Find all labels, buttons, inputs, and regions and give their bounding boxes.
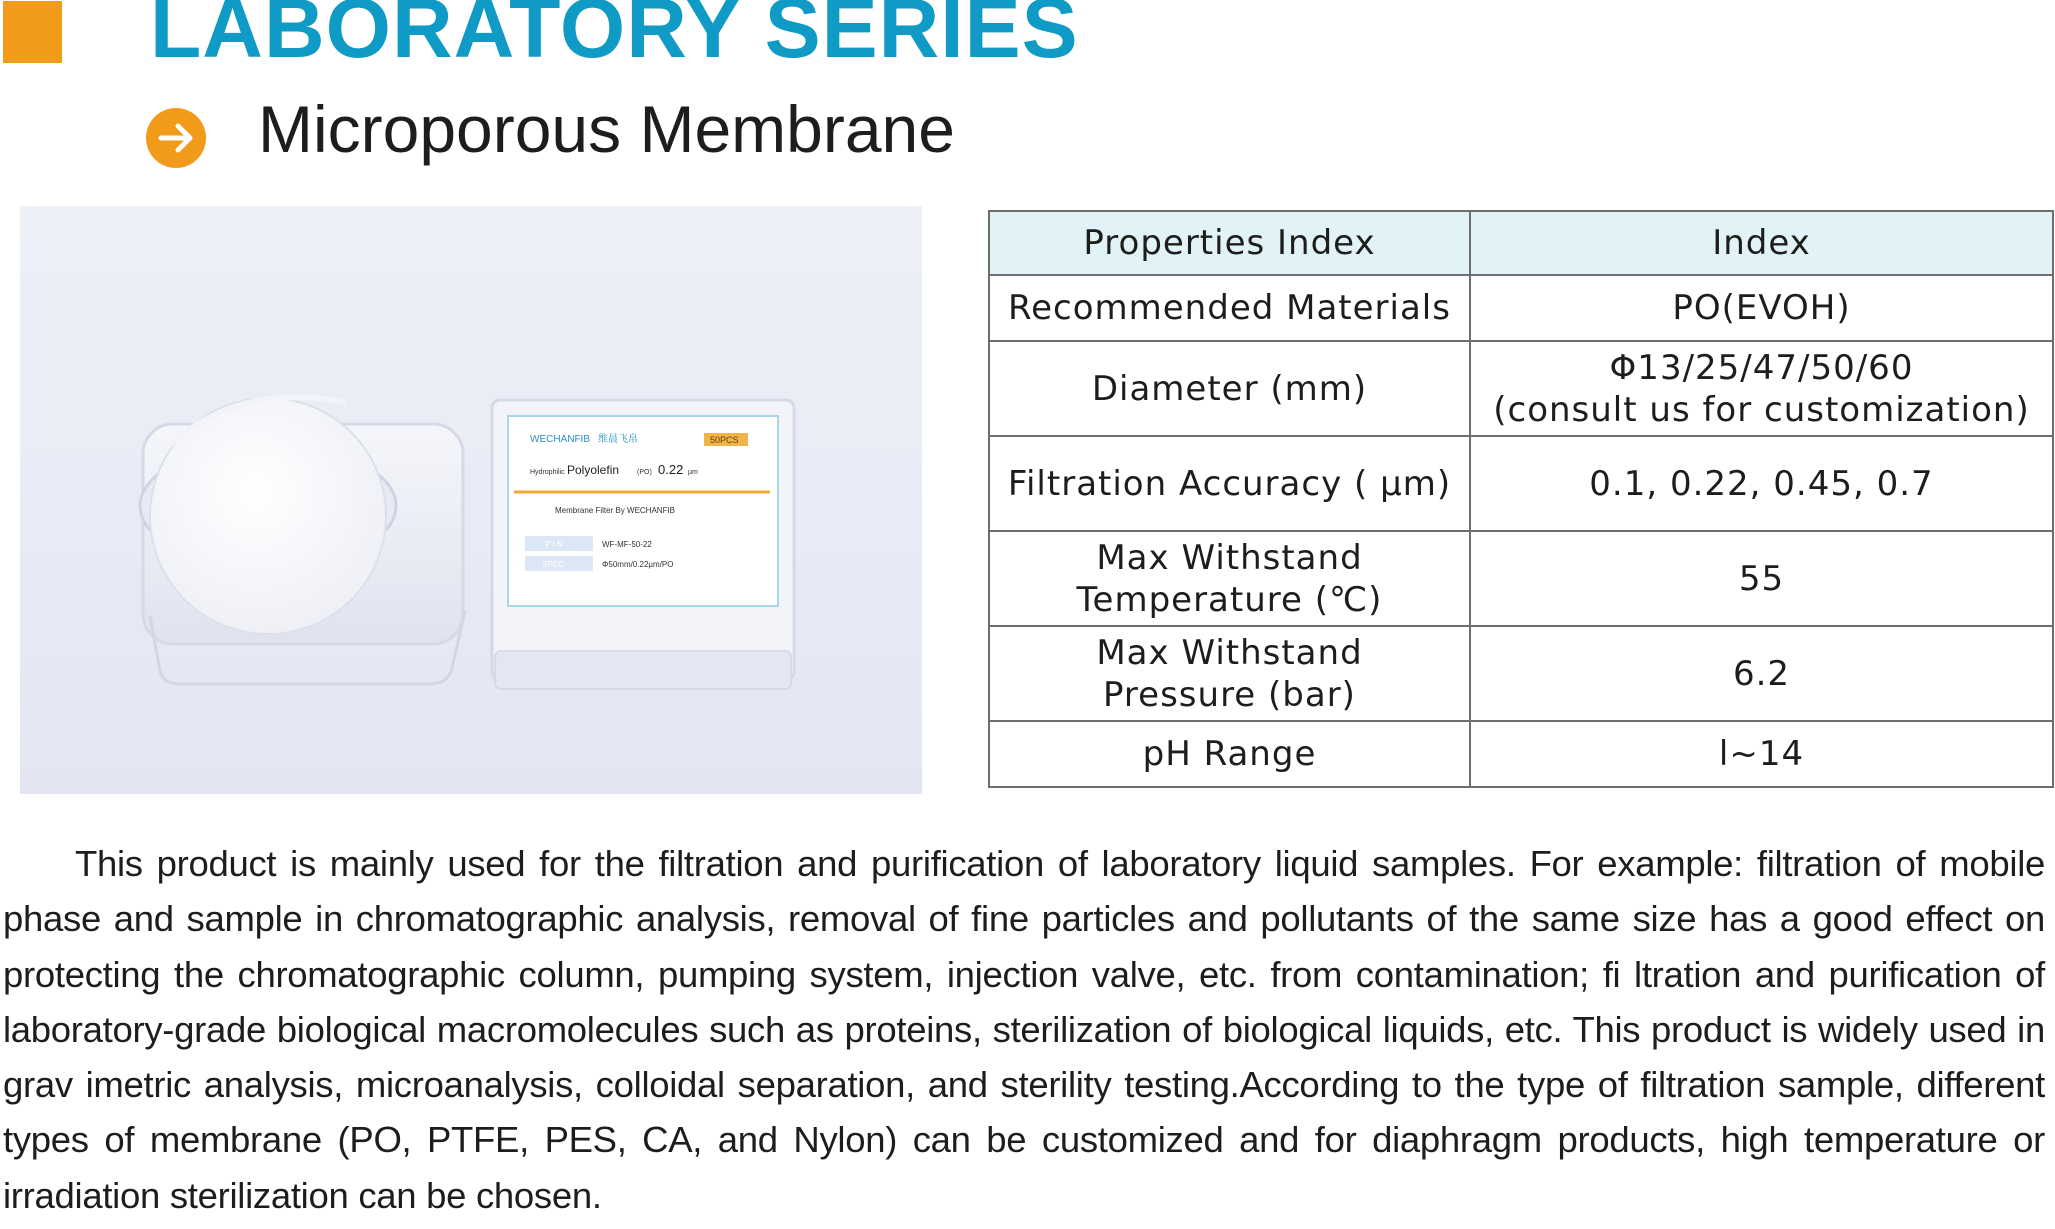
box-pn-label: P / N	[545, 540, 563, 549]
product-title: Microporous Membrane	[258, 92, 955, 166]
box-chinese-brand: 维晨飞帛	[598, 434, 638, 445]
box-pore-size: 0.22	[658, 462, 684, 477]
product-photo	[20, 206, 922, 794]
box-spec-value: Φ50mm/0.22μm/PO	[602, 560, 674, 569]
box-product-prefix: Hydrophilic	[530, 469, 565, 476]
value-cell	[1470, 436, 2053, 531]
value-cell	[1470, 531, 2053, 626]
property-cell	[989, 721, 1470, 787]
box-pack-count: 50PCS	[710, 435, 739, 445]
property-text: Filtration Accuracy ( μm)	[1007, 463, 1452, 504]
property-text: Max Withstand	[1096, 632, 1363, 673]
value-text: l~14	[1718, 734, 1805, 774]
box-brand: WECHANFIB	[530, 434, 590, 445]
box-pore-unit: μm	[688, 469, 698, 476]
value-text-note: (consult us for customization)	[1493, 389, 2030, 430]
value-text: 6.2	[1732, 653, 1791, 694]
properties-table	[988, 210, 2054, 788]
value-cell	[1470, 275, 2053, 341]
table-row	[989, 531, 2053, 626]
table-row	[989, 341, 2053, 436]
value-cell	[1470, 341, 2053, 436]
value-text: 0.1, 0.22, 0.45, 0.7	[1589, 463, 1934, 504]
value-text: PO(EVOH)	[1672, 288, 1851, 328]
membrane-product-illustration	[20, 206, 922, 794]
arrow-right-circle-icon	[145, 107, 207, 169]
table-row	[989, 721, 2053, 787]
property-text: Recommended Materials	[1008, 288, 1451, 328]
property-cell	[989, 341, 1470, 436]
value-text: 55	[1738, 558, 1785, 599]
property-cell	[989, 626, 1470, 721]
property-cell	[989, 275, 1470, 341]
value-cell	[1470, 626, 2053, 721]
value-text: Φ13/25/47/50/60	[1609, 347, 1914, 388]
property-text: Diameter (mm)	[1091, 368, 1368, 409]
table-row	[989, 626, 2053, 721]
orange-accent-square	[3, 1, 62, 63]
header-properties-index: Properties Index	[989, 211, 1470, 275]
box-spec-label: SPEC	[542, 560, 564, 569]
product-description: This product is mainly used for the filtration and purification of laboratory liquid samples. For example: filtration of mobile phase and sample in chromatographic analysis, removal of fine particles and pollutants of the same size has a good effect on protecting the chromatographic column, pumping system, injection valve, etc. from contamination; fi ltration and purification of laboratory-grade biological macromolecules such as proteins, sterilization of biological liquids, etc. This product is widely used in grav imetric analysis, microanalysis, colloidal separation, and sterility testing.According to the type of filtration sample, different types of membrane (PO, PTFE, PES, CA, and Nylon) can be customized and for diaphragm products, high temperature or irradiation sterilization can be chosen.	[3, 843, 2045, 1216]
property-text-line2: Temperature (℃)	[1076, 579, 1383, 620]
property-cell	[989, 436, 1470, 531]
box-product-code: (PO)	[637, 469, 652, 476]
filter-package-box	[492, 400, 794, 689]
table-header-row	[989, 211, 2053, 275]
box-pn-value: WF-MF-50-22	[602, 540, 652, 549]
property-text-line2: Pressure (bar)	[1103, 674, 1356, 715]
property-text: pH Range	[1142, 734, 1317, 774]
property-cell	[989, 531, 1470, 626]
table-row	[989, 436, 2053, 531]
series-title: LABORATORY SERIES	[150, 0, 1079, 75]
table-row	[989, 275, 2053, 341]
box-maker-line: Membrane Filter By WECHANFIB	[555, 506, 676, 515]
property-text: Max Withstand	[1096, 537, 1363, 578]
petri-dish-case	[140, 397, 465, 684]
box-product-name: Polyolefin	[567, 463, 620, 477]
header-index: Index	[1470, 211, 2053, 275]
value-cell	[1470, 721, 2053, 787]
